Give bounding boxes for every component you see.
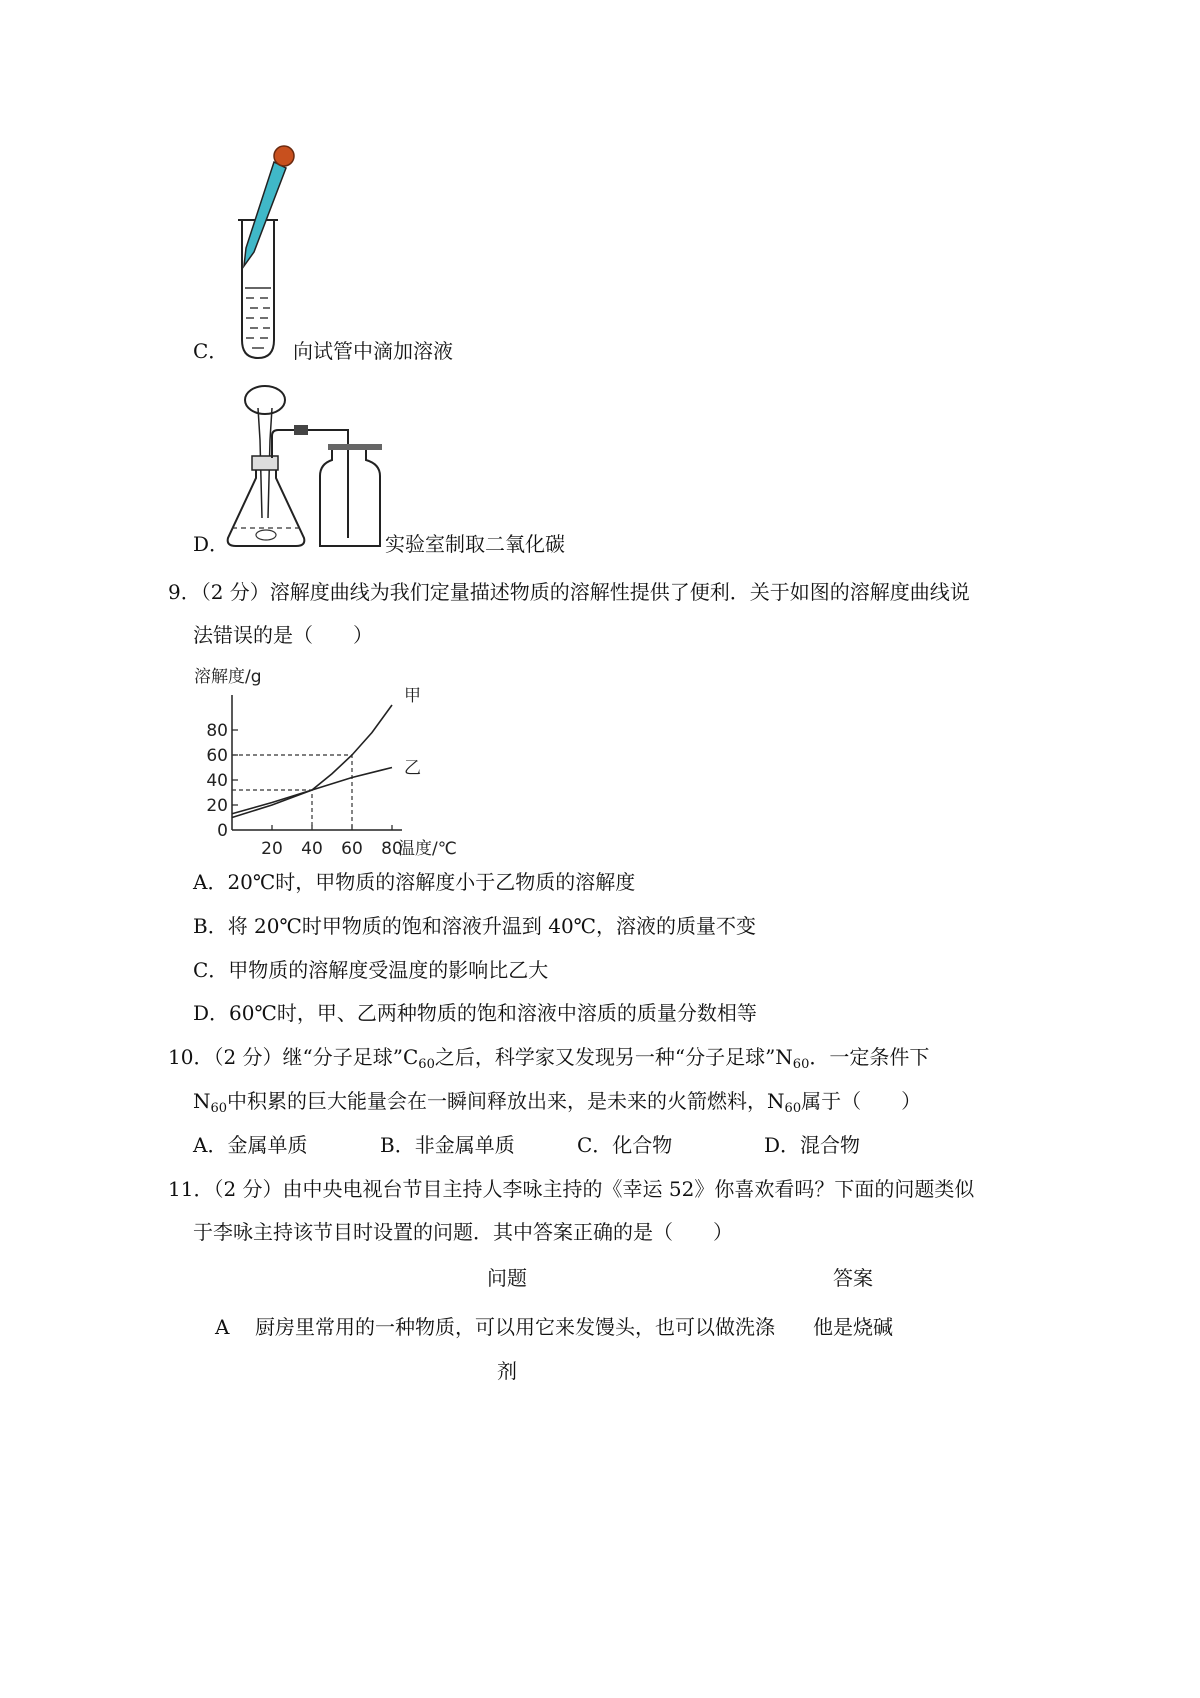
guide-line: [232, 755, 352, 830]
q9-stem-line2: 法错误的是（ ）: [193, 623, 373, 647]
series-label: 甲: [404, 686, 421, 706]
q10-option-c: C．化合物: [577, 1133, 673, 1157]
x-tick-label: 40: [301, 839, 323, 859]
q11-row-a-question-line2: 剂: [497, 1359, 517, 1383]
q10-option-a: A．金属单质: [193, 1133, 308, 1157]
q11-stem-line2: 于李咏主持该节目时设置的问题．其中答案正确的是（ ）: [193, 1220, 733, 1244]
series-label: 乙: [404, 758, 421, 779]
q11-row-a-answer: 他是烧碱: [813, 1315, 893, 1339]
y-tick-label: 0: [217, 821, 228, 841]
x-tick-label: 20: [261, 839, 283, 859]
dropper-test-tube-icon: [230, 140, 310, 370]
y-tick-label: 60: [206, 746, 228, 766]
y-axis-label: 溶解度/g: [194, 667, 262, 687]
series-line-jia: [232, 705, 392, 818]
q11-row-a-label: A: [215, 1315, 230, 1339]
y-tick-label: 20: [206, 796, 228, 816]
option-d-letter: D．: [193, 532, 230, 556]
q11-row-a-question-line1: 厨房里常用的一种物质，可以用它来发馒头，也可以做洗涤: [255, 1315, 775, 1339]
q9-option-a: A．20℃时，甲物质的溶解度小于乙物质的溶解度: [193, 870, 636, 894]
q11-table-header-answer: 答案: [833, 1266, 873, 1290]
option-c-caption: 向试管中滴加溶液: [293, 339, 453, 363]
y-tick-label: 80: [206, 721, 228, 741]
x-axis-label: 温度/℃: [398, 839, 457, 859]
series-line-yi: [232, 768, 392, 814]
q9-option-c: C．甲物质的溶解度受温度的影响比乙大: [193, 958, 549, 982]
q11-table-header-question: 问题: [487, 1266, 527, 1290]
x-tick-label: 80: [381, 839, 403, 859]
x-tick-label: 60: [341, 839, 363, 859]
q10-stem-line2: $N_{60}$中积累的巨大能量会在一瞬间释放出来，是未来的火箭燃料，$N_{60}$属于（ ）: [193, 1089, 922, 1116]
solubility-chart: [190, 660, 457, 870]
co2-apparatus-icon: [220, 378, 390, 556]
q10-option-d: D．混合物: [764, 1133, 861, 1157]
option-d-caption: 实验室制取二氧化碳: [385, 532, 565, 556]
q9-option-d: D．60℃时，甲、乙两种物质的饱和溶液中溶质的质量分数相等: [193, 1001, 757, 1025]
y-tick-label: 40: [206, 771, 228, 791]
q10-option-b: B．非金属单质: [380, 1133, 515, 1157]
q9-option-b: B．将 20℃时甲物质的饱和溶液升温到 40℃，溶液的质量不变: [193, 914, 757, 938]
option-c-letter: C．: [193, 339, 229, 363]
q9-stem-line1: 9．（2 分）溶解度曲线为我们定量描述物质的溶解性提供了便利．关于如图的溶解度曲线说: [168, 580, 970, 604]
q11-stem-line1: 11．（2 分）由中央电视台节目主持人李咏主持的《幸运 52》你喜欢看吗？下面的问题类似: [168, 1177, 975, 1201]
q10-stem-line1: 10．（2 分）继“分子足球$”C_{60}$之后，科学家又发现另一种“分子足球$”N_{60}$．一定条件下: [168, 1045, 930, 1072]
